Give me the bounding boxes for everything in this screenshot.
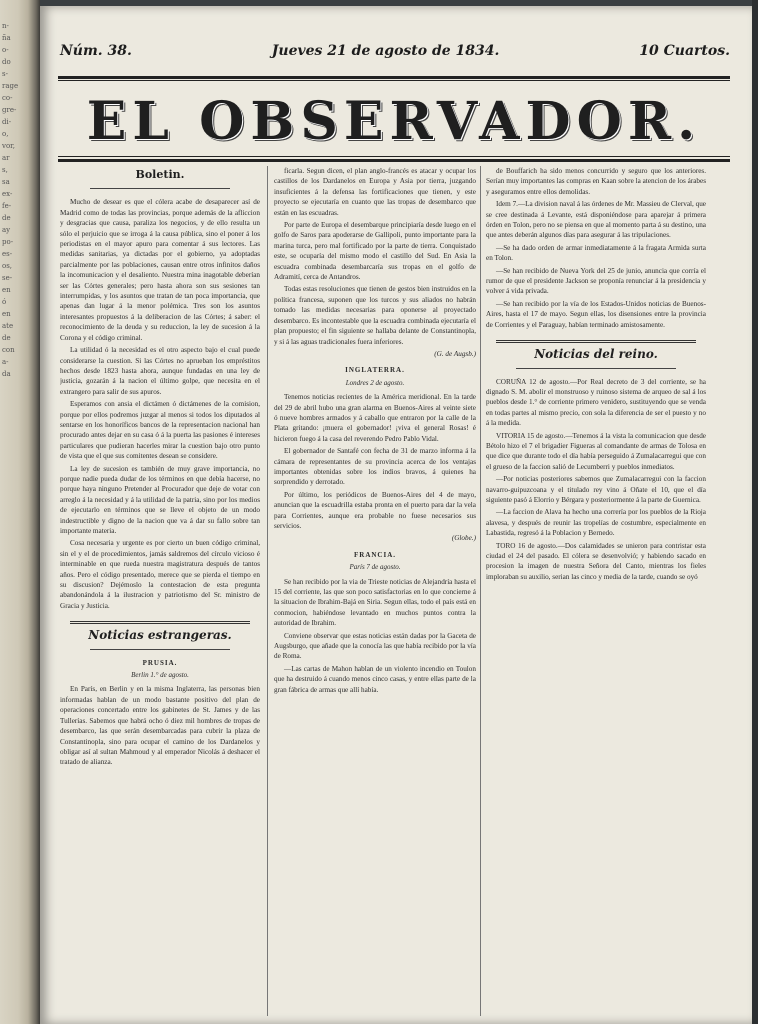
top-rule-thin xyxy=(58,80,730,81)
binding-text-fragment: en xyxy=(2,286,11,294)
binding-text-fragment: es- xyxy=(2,250,13,258)
dateline: París 7 de agosto. xyxy=(349,563,401,572)
heading-noticias-estrangeras: Noticias estrangeras. xyxy=(88,628,232,643)
paragraph: —Se han recibido por la vía de los Estados-Unidos noticias de Buenos-Aires, hasta el 17 de mayo. Segun ellas, los disensiones entre la provincia de Corrientes y el Paraguay, habían terminado amistosamente. xyxy=(486,299,706,329)
paragraph: El gobernador de Santafé con fecha de 31 de marzo informa á la cámara de representantes de su provincia acerca de los ventajas importantes obtenidas sobre los indios bravos, á quienes ha sorprendido y derrotado. xyxy=(274,447,476,487)
divider xyxy=(516,368,676,369)
paragraph: Por parte de Europa el desembarque principiaría desde luego en el golfo de Saros para apoderarse de Gallipoli, punto importante para la marina turca, pero mal fortificado por la parte de tierra. Conquistado este, se ocuparía del mismo modo el castillo del Sud. En Asia la escuadra combinada desembarcaría sus tropas en el golfo de Adramití, cerca de Antandros. xyxy=(274,221,476,282)
page-edge xyxy=(752,0,758,1024)
column-separator xyxy=(267,166,268,1016)
paragraph: Por último, los periódicos de Buenos-Aires del 4 de mayo, anuncian que la escuadrilla estaba pronta en el puerto para dar la vela para Corrientes, aunque era probable no fuese necesarios sus servicios. xyxy=(274,490,476,530)
issue-date: Jueves 21 de agosto de 1834. xyxy=(271,43,500,59)
divider xyxy=(70,621,250,624)
divider xyxy=(90,188,230,189)
binding-text-fragment: se- xyxy=(2,274,13,282)
paragraph: —La faccion de Alava ha hecho una correría por los pueblos de la Rioja alavesa, y después de reunir las tropelías de costumbre, especialmente en Labastida, regresó á la Poblacion y Bernedo. xyxy=(486,508,706,538)
dateline: Londres 2 de agosto. xyxy=(345,378,405,387)
binding-text-fragment: n- xyxy=(2,22,9,30)
book-binding xyxy=(0,0,40,1024)
issue-price: 10 Cuartos. xyxy=(639,43,730,59)
binding-text-fragment: de xyxy=(2,334,11,342)
paragraph: En París, en Berlin y en la misma Inglaterra, las personas bien informadas hablan de un modo bastante positivo del plan de operaciones concertado entre los gabinetes de St. James y de las Tullerías. Sabemos que habrá ocho ó diez mil hombres de tropas de desembarco, las que serán desembarcadas para cubrir la plaza de Constantinopla, sino para ocupar el camino de los Dardanelos y obligar así al sultan Mahmoud y al emperador Nicolás á deshacer el tratado de alianza. xyxy=(60,685,260,767)
binding-text-fragment: vor, xyxy=(2,142,15,150)
column-1 xyxy=(60,166,260,1016)
binding-text-fragment: ó xyxy=(2,298,7,306)
binding-text-fragment: po- xyxy=(2,238,14,246)
divider xyxy=(496,340,696,343)
binding-text-fragment: sa xyxy=(2,178,10,186)
binding-text-fragment: do xyxy=(2,58,11,66)
heading-noticias-reino: Noticias del reino. xyxy=(534,347,658,362)
issue-number: Núm. 38. xyxy=(60,43,132,59)
newspaper-title: EL OBSERVADOR. xyxy=(86,90,702,152)
paragraph: de Bouffarich ha sido menos concurrido y seguro que los anteriores. Serían muy importantes las compras en Kaan sobre la atencion de los árabes y aseguramos entre ellos demolidas. xyxy=(486,167,706,196)
binding-text-fragment: s- xyxy=(2,70,8,78)
paragraph: Todas estas resoluciones que tienen de gestos bien instruidos en la política francesa, suponen que los turcos y sus aliados no habrán tomado las medidas necesarias para oponerse al proyectado desembarco. Es incontestable que la escuadra combinada ejecutaría el plan propuesto; el fin siguiente se hallaba delante de Constantinopla, y si á las aguas tradicionales fuera inferiores. xyxy=(274,285,476,346)
binding-text-fragment: en xyxy=(2,310,11,318)
masthead-info xyxy=(60,40,730,62)
paragraph: Mucho de desear es que el cólera acabe de desaparecer así de Madrid como de todas las provincias, porque además de la afliccion y desgracias que causa, paraliza los negocios, y de ello resulta un sólo el perjuicio que se irroga á la causa pública, sino el poner á los periodistas en el mayor apuro para comentar á sus lectores. Las medidas sanitarias, ya dictadas por el gobierno, ya adoptadas parcialmente por las poblaciones, causan entre otros infinitos daños la incomunicacion y el desaliento. Nuestra mina inagotable deberían ser las Córtes generales; pero hasta ahora son sus sesiones tan interrumpidas, y los asuntos que tratan de tan poca importancia, que apenas dan lugar á la menor polémica. Tres son los asuntos interesantes propuestos á la deliberacion de las Córtes; á saber: el reconocimiento de la deuda y su reduccion, la ley de sucesion á la Corona y el código criminal. xyxy=(60,198,260,342)
paragraph: TORO 16 de agosto.—Dos calamidades se unieron para contristar esta ciudad el 24 del pasado. El cólera se desenvolvió; y habiendo sacado en procesion la imagen de nuestra Señora del Canto, mientras los fieles imploraban su auxilio, serian las cinco y media de la tarde, cuando se oyó xyxy=(486,541,706,581)
binding-text-fragment: ex- xyxy=(2,190,13,198)
binding-text-fragment: di- xyxy=(2,118,12,126)
binding-text-fragment: ar xyxy=(2,154,10,162)
divider xyxy=(90,649,230,650)
source-signature: (Globe.) xyxy=(451,534,476,543)
binding-text-fragment: co- xyxy=(2,94,13,102)
paragraph: —Se han recibido de Nueva York del 25 de junio, anuncia que corría el rumor de que el presidente Jackson se proponía renunciar á la presidencia y volver á vida privada. xyxy=(486,266,706,296)
binding-text-fragment: ña xyxy=(2,34,11,42)
section-prusia: PRUSIA. xyxy=(142,658,178,667)
paragraph: CORUÑA 12 de agosto.—Por Real decreto de 3 del corriente, se ha dignado S. M. abolir el monstruoso y ruinoso sistema de arqueo de sal á los pueblos desde 1.° de corriente primero venidero, sustituyendo que se venda en todas partes al mismo precio, con sola la diferencia de ser el puesto y no á la medida. xyxy=(486,377,706,428)
binding-text-fragment: fe- xyxy=(2,202,12,210)
paragraph: Idem 7.—La division naval á las órdenes de Mr. Massieu de Clerval, que se cree destinada á Levante, está disponiéndose para aparejar á primera órden en Tolon, pero no se piensa en que al momento parta á su destino, una que antes deberán algunos días para asegurar á las tripulaciones. xyxy=(486,200,706,240)
paragraph: —Las cartas de Mahon hablan de un violento incendio en Toulon que ha destruido á cuando menos cinco casas, y entre ellas parte de la gran fábrica de armas que allí había. xyxy=(274,664,476,694)
binding-text-fragment: gre- xyxy=(2,106,17,114)
source-signature: (G. de Augsb.) xyxy=(434,349,476,358)
binding-text-fragment: o- xyxy=(2,46,9,54)
paragraph: La utilidad ó la necesidad es el otro aspecto bajo el cual puede considerarse la cuestion. Si las Córtes no aprueban los empréstitos hechos desde 1823 hasta ahora, aunque fundadas en una ley de justicia, gozarán á la nacion el último golpe, que necesita en el extrangero para salir de sus apuros. xyxy=(60,346,260,396)
paragraph: ficarla. Segun dicen, el plan anglo-francés es atacar y ocupar los castillos de los Dardanelos en Europa y Asia por tierra, juzgando insuficientes á la defensa las fortificaciones que tienen, y este proyecto se ejecutaría en cuanto que las tropas de desembarco que están en las escuadras. xyxy=(274,167,476,217)
bottom-rule xyxy=(58,159,730,162)
binding-text-fragment: rage xyxy=(2,82,19,90)
binding-text-fragment: o, xyxy=(2,130,9,138)
column-3 xyxy=(486,166,706,1016)
paragraph: VITORIA 15 de agosto.—Tenemos á la vista la comunicacion que desde Bétolo hizo el 7 el brigadier Figueras al comandante de armas de Tolosa en que dice que durante todo el día había perseguido á Zumalacarregui que con el grueso de la faccion salió de Lecumberri y pueblos inmediatos. xyxy=(486,431,706,471)
binding-text-fragment: da xyxy=(2,370,11,378)
paragraph: Conviene observar que estas noticias están dadas por la Gaceta de Augsburgo, que añade que la conocía las que había recibido por la vía de Roma. xyxy=(274,631,476,661)
column-separator xyxy=(480,166,481,1016)
paragraph: La ley de sucesion es también de muy grave importancia, no porque nadie pueda dudar de los términos en que debía hacerse, no porque haya ninguno Pretender al Procurador que deje de votar con arreglo á la necesidad y á la utilidad de la patria, sino por los medios de ejecutarlo en términos que se lleve el objeto de un modo indestructible y digno de la nacion que va á dar su fallo sobre tan importante materia. xyxy=(60,464,260,535)
binding-text-fragment: de xyxy=(2,214,11,222)
binding-text-fragment: ay xyxy=(2,226,11,234)
paragraph: —Se ha dado orden de armar inmediatamente á la fragata Armida surta en Tolon. xyxy=(486,243,706,263)
section-francia: FRANCIA. xyxy=(353,550,397,559)
binding-text-fragment: s, xyxy=(2,166,8,174)
paragraph: —Por noticias posteriores sabemos que Zumalacarregui con la faccion navarro-guipuzcoana y el titulado rey vino á Oñate el 10, que el día siguiente pasó á Elorrio y Bérgara y posteriormente á la parte de Guernica. xyxy=(486,475,706,504)
binding-text-fragment: ate xyxy=(2,322,14,330)
bottom-rule-thin xyxy=(58,156,730,157)
column-2 xyxy=(274,166,476,1016)
paragraph: Se han recibido por la via de Trieste noticias de Alejandría hasta el 15 del corriente, las que son poco satisfactorias en lo que concierne á la situacion de Ibrahim-Bajá en Siria. Segun ellas, todo el país está en conmocion, habiéndose levantado en muchos puntos contra la autoridad de Ibrahim. xyxy=(274,577,476,628)
paragraph: Cosa necesaria y urgente es por cierto un buen código criminal, sin el y el de procedimientos, jamás saldremos del círculo vicioso é interminable en que rueda nuestra magistratura después de tantos años. Pero el código presentado, merece que se pierda el tiempo en su discusion? Dejémoslo la contestacion de esta pregunta abandonándola á la ilustracion y patriotismo del Sr. ministro de Gracia y Justicia. xyxy=(60,539,260,610)
top-rule xyxy=(58,76,730,79)
heading-boletin: Boletin. xyxy=(135,168,185,181)
binding-text-fragment: con xyxy=(2,346,15,354)
newspaper-page xyxy=(40,6,752,1024)
binding-text-fragment: a- xyxy=(2,358,9,366)
section-inglaterra: INGLATERRA. xyxy=(345,366,405,375)
paragraph: Tenemos noticias recientes de la América meridional. En la tarde del 29 de abril hubo una gran alarma en Buenos-Aires al veinte siete ó nueve hombres armados y á caballo que entraron por la calle de la Plata gritando: ¡muera el gobernador! ¡viva el general Rosas! é hicieron fuego á la casa del reverendo Pedro Pablo Vidal. xyxy=(274,393,476,443)
paragraph: Esperamos con ansia el dictámen ó dictámenes de la comision, porque por ellos podremos juzgar al menos si todos los diputados al sentarse en los honoríficos bancos de la representacion nacional han procurado antes dejar en su casa ó á la puerta las pasiones é intereses particulares que pudieran hacerles mirar la cuestion bajo otro punto de vista que el que sus comitentes desean se considere. xyxy=(60,400,260,461)
dateline: Berlin 1.° de agosto. xyxy=(131,671,189,680)
binding-text-fragment: os, xyxy=(2,262,13,270)
